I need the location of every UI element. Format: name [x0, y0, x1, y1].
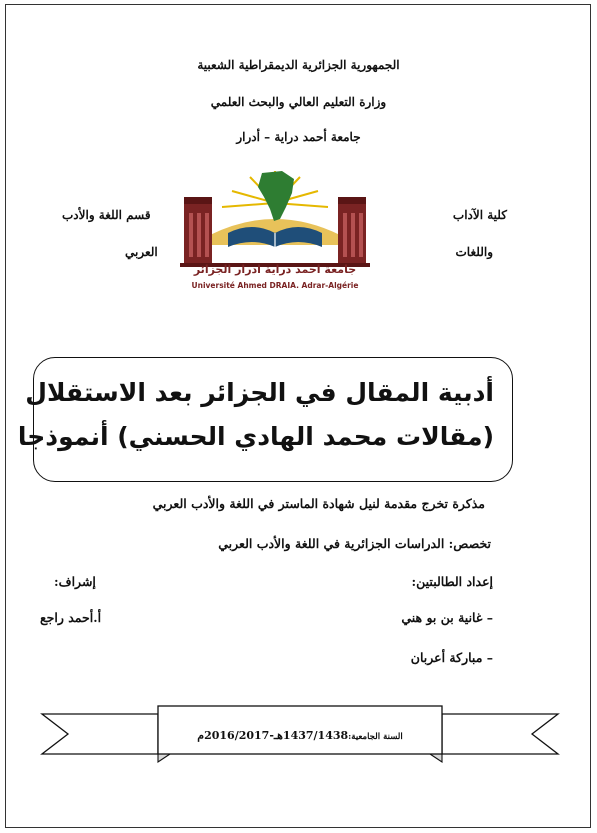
student-name-2: – مباركة أعربان	[410, 650, 493, 665]
academic-year-value: 1437/1438هـ-2016/2017م	[197, 729, 349, 742]
department-label-2: العربي	[125, 245, 158, 259]
specialty-line: تخصص: الدراسات الجزائرية في اللغة والأدب العربي	[218, 536, 491, 551]
academic-year-label: السنة الجامعية:	[348, 732, 403, 742]
students-label: إعداد الطالبتين:	[411, 574, 493, 589]
ministry-heading: وزارة التعليم العالي والبحث العلمي	[210, 95, 387, 109]
thesis-title-line-2: (مقالات محمد الهادي الحسني) أنموذجا	[17, 422, 494, 451]
thesis-title-line-1: أدبية المقال في الجزائر بعد الاستقلال	[25, 378, 494, 407]
supervisor-name: أ.أحمد راجع	[40, 610, 102, 625]
university-heading: جامعة أحمد دراية – أدرار	[236, 130, 361, 144]
faculty-label-2: واللغات	[455, 245, 493, 259]
academic-year	[158, 724, 442, 743]
university-logo	[170, 163, 380, 295]
logo-arabic-text: جامعة احمد دراية ادرار الجزائر	[193, 263, 357, 276]
student-name-1: – غانية بن بو هني	[401, 610, 493, 625]
department-label: قسم اللغة والأدب	[62, 208, 151, 222]
logo-latin-text: Université Ahmed DRAIA. Adrar-Algérie	[191, 281, 359, 290]
republic-heading: الجمهورية الجزائرية الديمقراطية الشعبية	[197, 58, 400, 72]
supervisor-label: إشراف:	[54, 574, 96, 589]
faculty-label: كلية الآداب	[452, 208, 507, 222]
title-box	[17, 357, 513, 482]
thesis-note: مذكرة تخرج مقدمة لنيل شهادة الماستر في اللغة والأدب العربي	[152, 496, 485, 511]
